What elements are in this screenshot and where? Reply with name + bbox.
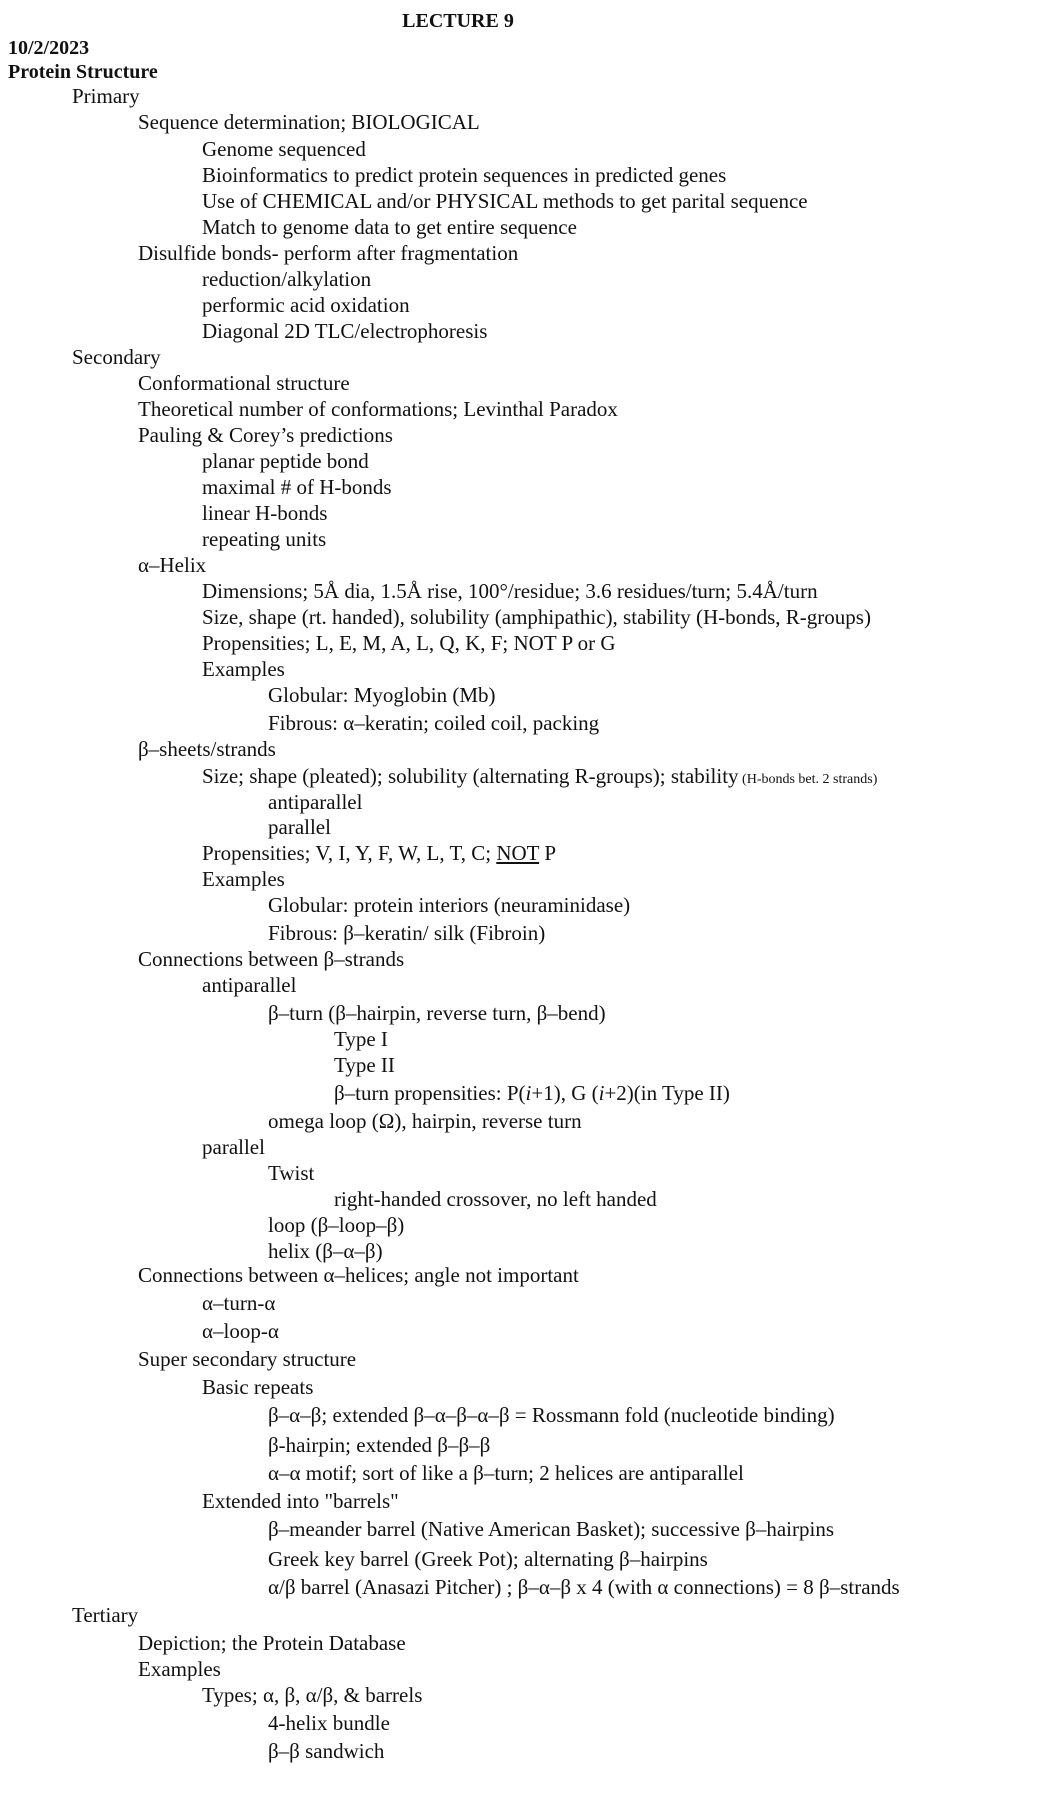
outline-text: Primary <box>72 84 140 108</box>
outline-line-level-3 <box>268 815 331 839</box>
outline-text: Connections between α–helices; angle not important <box>138 1263 579 1287</box>
outline-text: α–α motif; sort of like a β–turn; 2 helices are antiparallel <box>268 1461 744 1485</box>
outline-line-level-3 <box>268 1461 744 1485</box>
outline-line-level-3 <box>268 921 545 945</box>
outline-text: β–meander barrel (Native American Basket); successive β–hairpins <box>268 1517 834 1541</box>
outline-text: α/β barrel (Anasazi Pitcher) ; β–α–β x 4 (with α connections) = 8 β–strands <box>268 1575 900 1599</box>
outline-text: Examples <box>202 867 285 891</box>
outline-line-level-3 <box>268 790 362 814</box>
outline-text: Use of CHEMICAL and/or PHYSICAL methods to get parital sequence <box>202 189 808 213</box>
outline-text: Greek key barrel (Greek Pot); alternating β–hairpins <box>268 1547 708 1571</box>
outline-text: Basic repeats <box>202 1375 314 1399</box>
outline-line-level-2 <box>202 449 369 473</box>
outline-line-level-1 <box>138 1263 579 1287</box>
outline-line-level-3 <box>268 711 599 735</box>
outline-text: α–turn-α <box>202 1291 276 1315</box>
outline-text: antiparallel <box>268 790 363 814</box>
outline-line-level-2 <box>202 137 366 161</box>
outline-text: Super secondary structure <box>138 1347 357 1371</box>
outline-line-level-2 <box>202 579 818 603</box>
outline-text: Twist <box>268 1161 315 1185</box>
outline-text: repeating units <box>202 527 327 551</box>
outline-text: Propensities; L, E, M, A, L, Q, K, F; NOT P or G <box>202 631 616 655</box>
outline-line-level-2 <box>202 1489 399 1513</box>
outline-line-level-2 <box>202 527 326 551</box>
outline-line-level-2 <box>202 475 392 499</box>
outline-text: Conformational structure <box>138 371 350 395</box>
outline-text: Examples <box>138 1657 221 1681</box>
outline-line-level-3 <box>268 1433 490 1457</box>
outline-small-note: (H-bonds bet. 2 strands) <box>738 772 878 787</box>
outline-line-level-3 <box>268 1575 900 1599</box>
outline-text: 4-helix bundle <box>268 1711 390 1735</box>
outline-line-level-3 <box>268 1213 404 1237</box>
outline-line-level-2 <box>202 163 726 187</box>
outline-line-level-2 <box>202 867 285 891</box>
outline-text: β–α–β; extended β–α–β–α–β = Rossmann fold (nucleotide binding) <box>268 1403 835 1427</box>
outline-line-level-3 <box>268 1001 606 1025</box>
outline-line-level-2 <box>202 293 410 317</box>
section-heading: Protein Structure <box>8 61 158 83</box>
outline-line-level-4 <box>334 1053 395 1077</box>
outline-line-level-3 <box>268 1239 383 1263</box>
outline-text: linear H-bonds <box>202 501 328 525</box>
outline-text: Type I <box>334 1027 388 1051</box>
outline-text: Extended into "barrels" <box>202 1489 399 1513</box>
outline-line-level-4 <box>334 1027 388 1051</box>
outline-line-level-2 <box>202 1683 422 1707</box>
outline-line-level-2 <box>202 973 296 997</box>
outline-line-level-0 <box>72 84 140 108</box>
outline-text: antiparallel <box>202 973 297 997</box>
outline-text: Tertiary <box>72 1603 139 1627</box>
outline-text: Size, shape (rt. handed), solubility (amphipathic), stability (H-bonds, R-groups) <box>202 605 871 629</box>
outline-line-level-1 <box>138 1631 406 1655</box>
outline-line-level-3 <box>268 893 630 917</box>
outline-line-level-3 <box>268 1161 314 1185</box>
outline-text: Types; α, β, α/β, & barrels <box>202 1683 423 1707</box>
outline-line-level-2 <box>202 1375 313 1399</box>
outline-line-level-2 <box>202 841 556 865</box>
outline-text: Bioinformatics to predict protein sequences in predicted genes <box>202 163 727 187</box>
outline-line-level-1 <box>138 241 518 265</box>
outline-text: omega loop (Ω), hairpin, reverse turn <box>268 1109 582 1133</box>
outline-line-level-1 <box>138 947 404 971</box>
lecture-date: 10/2/2023 <box>8 37 90 59</box>
outline-text-tail: P <box>539 841 557 865</box>
lecture-title: LECTURE 9 <box>402 10 514 32</box>
outline-text: Size; shape (pleated); solubility (alternating R-groups); stability <box>202 764 739 788</box>
outline-line-level-3 <box>268 683 495 707</box>
outline-line-level-2 <box>202 319 487 343</box>
outline-text: Depiction; the Protein Database <box>138 1631 406 1655</box>
outline-line-level-3 <box>268 1711 390 1735</box>
outline-line-level-0 <box>72 1603 138 1627</box>
outline-text: Theoretical number of conformations; Levinthal Paradox <box>138 397 618 421</box>
outline-text: Propensities; V, I, Y, F, W, L, T, C; <box>202 841 497 865</box>
outline-line-level-2 <box>202 657 285 681</box>
outline-text: β-hairpin; extended β–β–β <box>268 1433 491 1457</box>
outline-line-level-2 <box>202 267 371 291</box>
outline-line-level-2 <box>202 764 877 792</box>
outline-text: Disulfide bonds- perform after fragmentation <box>138 241 519 265</box>
outline-text: Type II <box>334 1053 395 1077</box>
outline-line-level-2 <box>202 631 616 655</box>
outline-text: α–loop-α <box>202 1319 279 1343</box>
outline-line-level-1 <box>138 1347 356 1371</box>
outline-text: parallel <box>202 1135 265 1159</box>
outline-line-level-1 <box>138 423 393 447</box>
outline-text: Match to genome data to get entire sequence <box>202 215 577 239</box>
outline-line-level-2 <box>202 605 871 629</box>
outline-line-level-1 <box>138 371 350 395</box>
outline-line-level-0 <box>72 345 161 369</box>
outline-line-level-1 <box>138 1657 221 1681</box>
outline-text: Pauling & Corey’s predictions <box>138 423 393 447</box>
outline-text: Globular: protein interiors (neuraminidase) <box>268 893 631 917</box>
outline-text: Globular: Myoglobin (Mb) <box>268 683 496 707</box>
outline-text: Fibrous: α–keratin; coiled coil, packing <box>268 711 600 735</box>
outline-text: right-handed crossover, no left handed <box>334 1187 657 1211</box>
outline-text: Fibrous: β–keratin/ silk (Fibroin) <box>268 921 546 945</box>
outline-text: Examples <box>202 657 285 681</box>
outline-line-level-3 <box>268 1403 835 1427</box>
outline-text: Dimensions; 5Å dia, 1.5Å rise, 100°/residue; 3.6 residues/turn; 5.4Å/turn <box>202 579 818 603</box>
outline-text: reduction/alkylation <box>202 267 372 291</box>
outline-line-level-1 <box>138 397 618 421</box>
outline-text: β–sheets/strands <box>138 737 276 761</box>
outline-text: β–turn propensities: P(i+1), G (i+2)(in Type II) <box>334 1081 730 1105</box>
outline-line-level-3 <box>268 1547 708 1571</box>
outline-line-level-1 <box>138 553 206 577</box>
outline-text: loop (β–loop–β) <box>268 1213 405 1237</box>
outline-text: parallel <box>268 815 331 839</box>
outline-line-level-3 <box>268 1517 834 1541</box>
outline-text: β–β sandwich <box>268 1739 385 1763</box>
outline-line-level-2 <box>202 1319 279 1343</box>
outline-text: helix (β–α–β) <box>268 1239 383 1263</box>
outline-line-level-2 <box>202 189 808 213</box>
outline-line-level-3 <box>268 1739 384 1763</box>
outline-line-level-3 <box>268 1109 582 1133</box>
outline-text: performic acid oxidation <box>202 293 410 317</box>
outline-line-level-2 <box>202 215 577 239</box>
outline-text: Connections between β–strands <box>138 947 405 971</box>
outline-text: Genome sequenced <box>202 137 366 161</box>
outline-line-level-1 <box>138 110 480 134</box>
outline-text: β–turn (β–hairpin, reverse turn, β–bend) <box>268 1001 606 1025</box>
outline-line-level-4 <box>334 1081 730 1105</box>
outline-text: maximal # of H-bonds <box>202 475 392 499</box>
outline-text: α–Helix <box>138 553 207 577</box>
outline-text: Secondary <box>72 345 161 369</box>
outline-line-level-2 <box>202 1135 265 1159</box>
outline-line-level-4 <box>334 1187 657 1211</box>
outline-line-level-2 <box>202 501 327 525</box>
outline-text: planar peptide bond <box>202 449 369 473</box>
outline-text: Sequence determination; BIOLOGICAL <box>138 110 480 134</box>
outline-line-level-2 <box>202 1291 275 1315</box>
outline-text: Diagonal 2D TLC/electrophoresis <box>202 319 488 343</box>
outline-line-level-1 <box>138 737 276 761</box>
underlined-text: NOT <box>496 841 540 865</box>
